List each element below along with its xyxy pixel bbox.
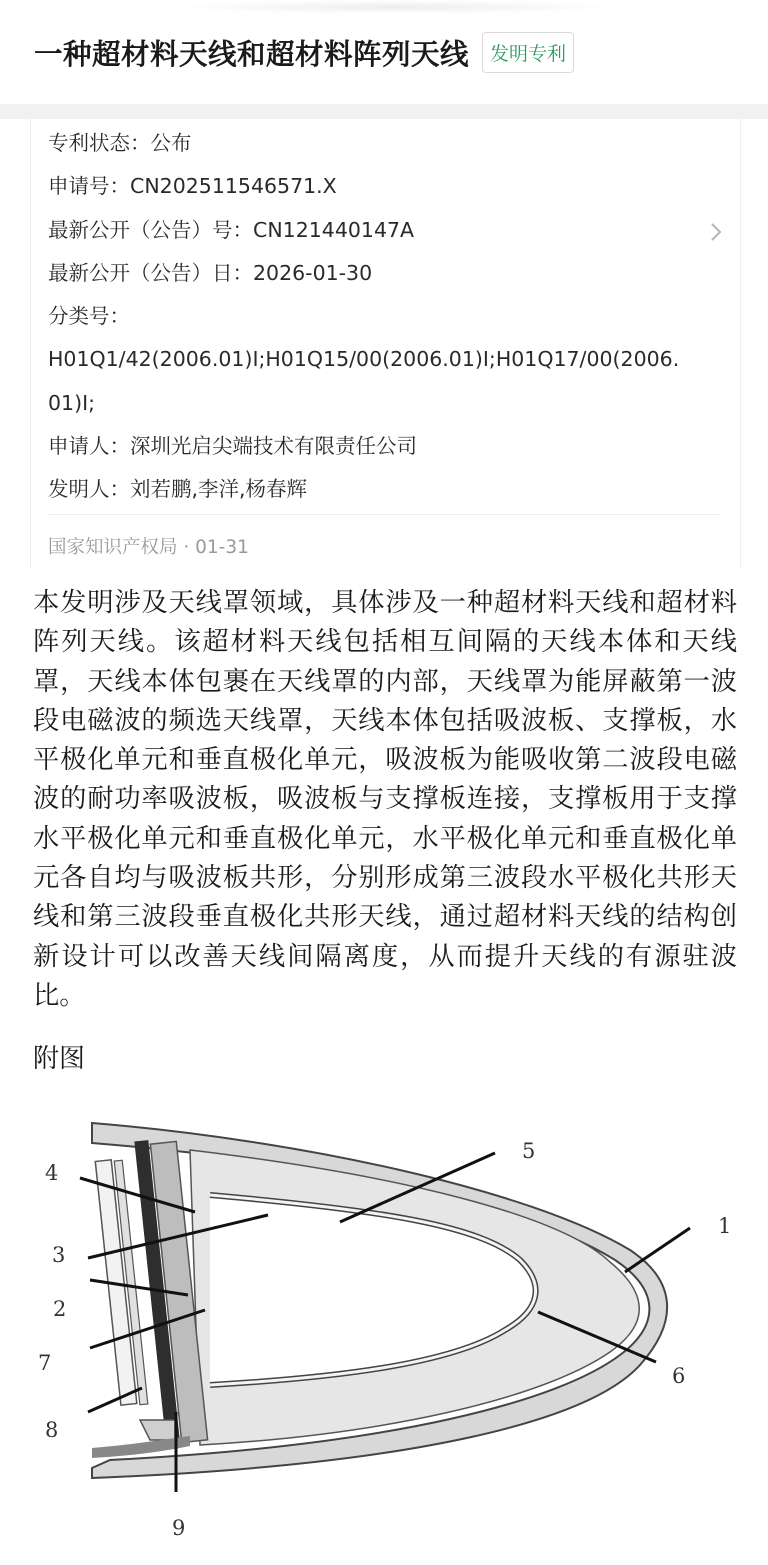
callout-9: 9 <box>172 1516 186 1540</box>
callout-1: 1 <box>718 1214 732 1238</box>
callout-3: 3 <box>52 1243 66 1267</box>
figure-label: 附图 <box>33 1044 86 1074</box>
patent-type-badge: 发明专利 <box>482 32 574 73</box>
card-divider <box>48 514 720 515</box>
callout-5: 5 <box>522 1139 536 1163</box>
title-row <box>34 28 748 76</box>
patent-details <box>48 122 688 512</box>
callout-2: 2 <box>53 1297 67 1321</box>
application-number-line: 申请号：CN202511546571.X <box>48 174 337 199</box>
callout-4: 4 <box>45 1161 59 1185</box>
callout-6: 6 <box>672 1364 686 1388</box>
chevron-right-icon[interactable] <box>703 219 729 245</box>
abstract-text: 本发明涉及天线罩领域，具体涉及一种超材料天线和超材料阵列天线。该超材料天线包括相互间隔的天线本体和天线罩，天线本体包裹在天线罩的内部，天线罩为能屏蔽第一波段电磁波的频选天线罩，天线本体包括吸波板、支撑板，水平极化单元和垂直极化单元，吸波板为能吸收第二波段电磁波的耐功率吸波板，吸波板与支撑板连接，支撑板用于支撑水平极化单元和垂直极化单元，水平极化单元和垂直极化单元各自均与吸波板共形，分别形成第三波段水平极化共形天线和第三波段垂直极化共形天线，通过超材料天线的结构创新设计可以改善天线间隔离度，从而提升天线的有源驻波比。 <box>33 588 737 1011</box>
callout-8: 8 <box>45 1418 59 1442</box>
inventors-line: 发明人：刘若鹏,李洋,杨春辉 <box>48 477 308 502</box>
publication-date-line: 最新公开（公告）日：2026-01-30 <box>48 260 373 285</box>
top-shadow <box>170 0 620 14</box>
classification-value: H01Q1/42(2006.01)I;H01Q15/00(2006.01)I;H01Q17/00(2006.01)I; <box>48 347 680 415</box>
patent-title: 一种超材料天线和超材料阵列天线 <box>34 37 470 71</box>
patent-drawing <box>0 1095 768 1565</box>
callout-7: 7 <box>38 1351 52 1375</box>
patent-info-card[interactable] <box>30 119 741 569</box>
applicant-line: 申请人：深圳光启尖端技术有限责任公司 <box>48 434 417 459</box>
section-separator <box>0 104 768 119</box>
source-and-date: 国家知识产权局 · 01-31 <box>48 537 249 558</box>
publication-number-line: 最新公开（公告）号：CN121440147A <box>48 217 415 242</box>
classification-label: 分类号： <box>48 304 130 329</box>
antenna-drawing <box>0 1095 768 1565</box>
status-line: 专利状态：公布 <box>48 131 192 155</box>
